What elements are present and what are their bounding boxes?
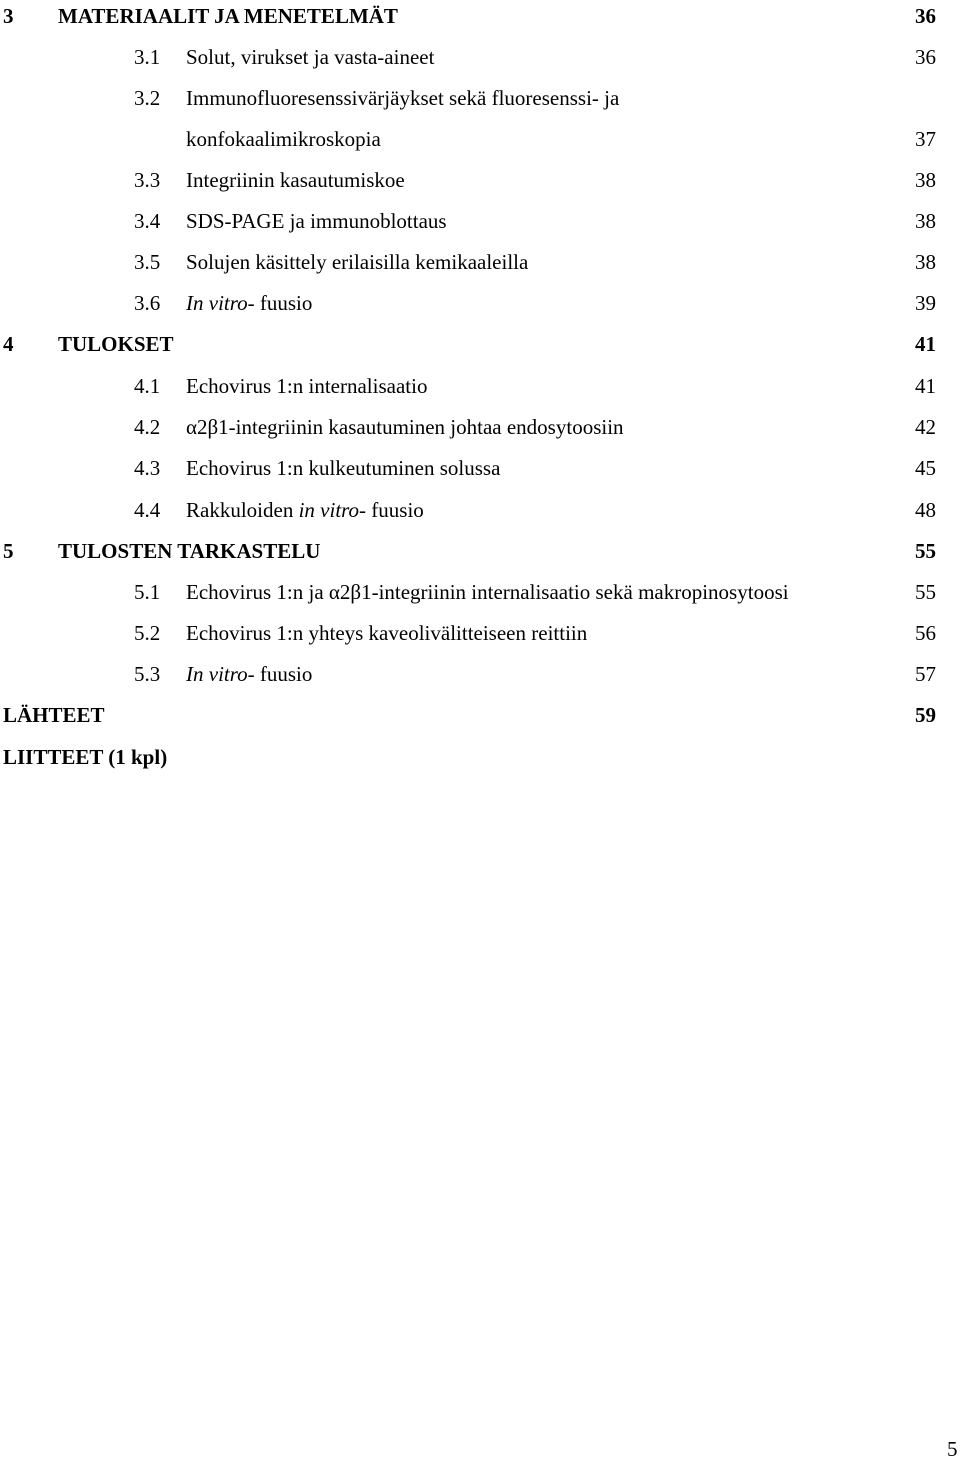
toc-number: 4.1 (134, 374, 161, 398)
toc-section-3-2 (0, 84, 960, 116)
toc-title: Echovirus 1:n internalisaatio (186, 374, 428, 398)
toc-title: TULOKSET (58, 332, 174, 356)
toc-title (186, 660, 312, 688)
toc-title: Solut, virukset ja vasta-aineet (186, 45, 435, 69)
toc-page: 39 (915, 291, 936, 315)
toc-number: 4.3 (134, 456, 161, 480)
toc-title: konfokaalimikroskopia (186, 127, 381, 151)
toc-page: 45 (915, 456, 936, 480)
toc-title: Echovirus 1:n ja α2β1-integriinin internalisaatio sekä makropinosytoosi (186, 580, 789, 604)
toc-page: 41 (915, 332, 936, 356)
toc-appendices (0, 743, 960, 775)
toc-title-italic: In vitro (186, 291, 248, 315)
toc-title: Echovirus 1:n kulkeutuminen solussa (186, 456, 501, 480)
toc-page: 37 (915, 127, 936, 151)
toc-section-3-2-continued (0, 125, 960, 157)
toc-page: 55 (915, 539, 936, 563)
toc-number: 3.2 (134, 86, 161, 110)
toc-chapter-4 (0, 330, 960, 362)
toc-number: 3.3 (134, 168, 161, 192)
toc-title: LÄHTEET (3, 703, 105, 727)
toc-title: TULOSTEN TARKASTELU (58, 539, 321, 563)
toc-title: Immunofluoresenssivärjäykset sekä fluoresenssi- ja (186, 86, 620, 110)
toc-number: 3 (3, 4, 14, 28)
toc-section-5-3 (0, 660, 960, 692)
toc-number: 3.5 (134, 250, 161, 274)
toc-section-4-2 (0, 413, 960, 445)
toc-number: 5.1 (134, 580, 161, 604)
toc-page: 59 (915, 703, 936, 727)
toc-section-5-2 (0, 619, 960, 651)
toc-references (0, 701, 960, 733)
toc-section-3-4 (0, 207, 960, 239)
toc-page: 36 (915, 45, 936, 69)
toc-page: 38 (915, 168, 936, 192)
toc-number: 5 (3, 539, 14, 563)
toc-chapter-3 (0, 2, 960, 34)
toc-page: 38 (915, 250, 936, 274)
toc-section-3-6 (0, 289, 960, 321)
toc-title: Integriinin kasautumiskoe (186, 168, 405, 192)
toc-page: 56 (915, 621, 936, 645)
toc-title (186, 496, 424, 524)
toc-title: Solujen käsittely erilaisilla kemikaaleilla (186, 250, 529, 274)
toc-number: 4.2 (134, 415, 161, 439)
page-number: 5 (947, 1437, 958, 1461)
toc-section-3-3 (0, 166, 960, 198)
toc-section-4-1 (0, 372, 960, 404)
toc-title: Echovirus 1:n yhteys kaveolivälitteiseen reittiin (186, 621, 588, 645)
toc-section-3-1 (0, 43, 960, 75)
toc-title-italic: in vitro (298, 498, 360, 522)
toc-section-3-5 (0, 248, 960, 280)
toc-section-5-1 (0, 578, 960, 610)
toc-page: 36 (915, 4, 936, 28)
toc-number: 3.1 (134, 45, 161, 69)
toc-page: 38 (915, 209, 936, 233)
toc-number: 3.4 (134, 209, 161, 233)
toc-number: 4 (3, 332, 14, 356)
toc-title-rest: - fuusio (359, 498, 424, 522)
toc-page: 57 (915, 662, 936, 686)
toc-number: 4.4 (134, 498, 161, 522)
toc-page: 55 (915, 580, 936, 604)
toc-title-rest: - fuusio (247, 662, 313, 686)
toc-number: 3.6 (134, 291, 161, 315)
toc-page: 42 (915, 415, 936, 439)
toc-title: LIITTEET (1 kpl) (3, 745, 168, 769)
toc-section-4-4 (0, 496, 960, 528)
toc-section-4-3 (0, 454, 960, 486)
toc-title-italic: In vitro (186, 662, 248, 686)
toc-number: 5.2 (134, 621, 161, 645)
toc-chapter-5 (0, 537, 960, 569)
toc-title (186, 289, 312, 317)
toc-title-rest: - fuusio (247, 291, 313, 315)
toc-page: 48 (915, 498, 936, 522)
toc-title: α2β1-integriinin kasautuminen johtaa endosytoosiin (186, 415, 624, 439)
toc-number: 5.3 (134, 662, 161, 686)
toc-title-pre: Rakkuloiden (186, 498, 299, 522)
toc-title: MATERIAALIT JA MENETELMÄT (58, 4, 398, 28)
toc-title: SDS-PAGE ja immunoblottaus (186, 209, 447, 233)
toc-page: 41 (915, 374, 936, 398)
